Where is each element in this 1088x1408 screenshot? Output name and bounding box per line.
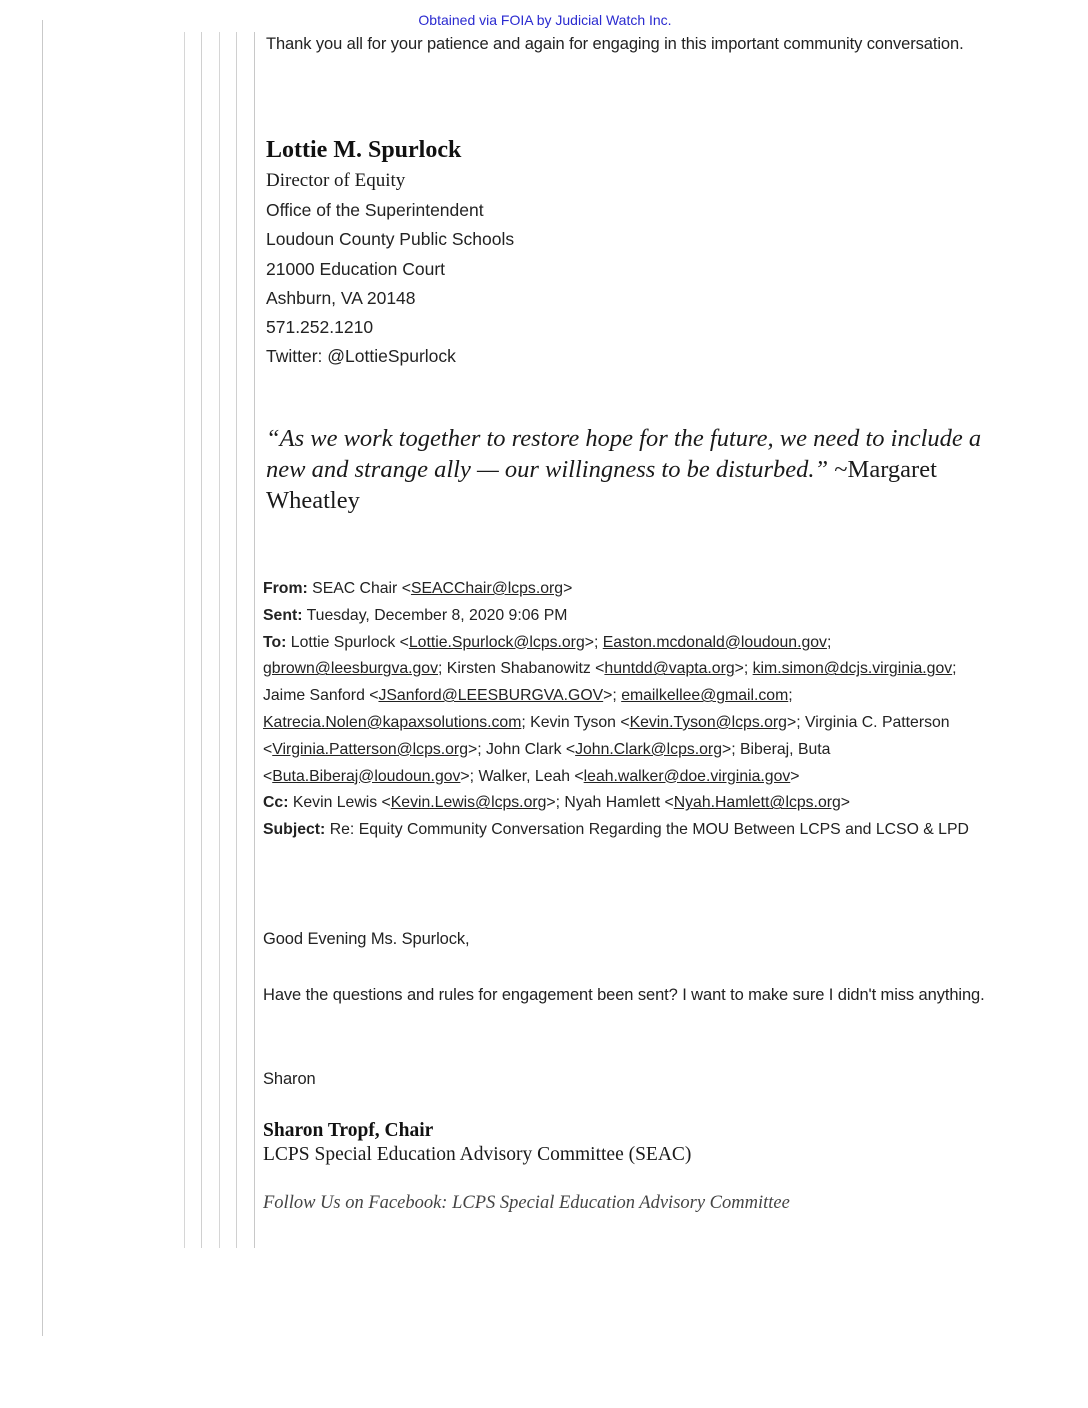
recipient-name: Lottie Spurlock < <box>286 633 409 651</box>
sender-organization: LCPS Special Education Advisory Committee (SEAC) <box>263 1144 692 1165</box>
recipient-separator: >; <box>603 687 622 705</box>
recipient-name: Kevin Tyson < <box>530 713 630 731</box>
recipient-name: Nyah Hamlett < <box>564 794 674 812</box>
to-row <box>263 630 1003 791</box>
signature-details <box>266 196 514 372</box>
recipient-email-link[interactable]: John.Clark@lcps.org <box>575 740 722 758</box>
recipient-name: Kevin Lewis < <box>288 794 391 812</box>
recipient-email-link[interactable]: leah.walker@doe.virginia.gov <box>583 767 791 785</box>
recipient-email-link[interactable]: Kevin.Lewis@lcps.org <box>390 794 547 812</box>
recipient-separator: >; <box>786 713 805 731</box>
email-headers <box>263 576 1003 844</box>
from-row <box>263 576 1003 603</box>
recipient-separator: > <box>840 794 851 812</box>
recipient-separator: ; <box>826 633 832 651</box>
signature-phone: 571.252.1210 <box>266 317 374 338</box>
recipient-separator: ; <box>438 660 447 678</box>
signature-street: 21000 Education Court <box>266 258 446 279</box>
recipient-separator: ; <box>521 713 531 731</box>
sender-name: Sharon Tropf, Chair <box>263 1120 434 1141</box>
quote-bar-line <box>236 32 237 1248</box>
recipient-name: John Clark < <box>486 740 576 758</box>
page-margin-line <box>42 20 43 1336</box>
recipient-email-link[interactable]: emailkellee@gmail.com <box>621 687 789 705</box>
quote-bar-line <box>254 32 255 1248</box>
from-label: From: <box>263 580 308 597</box>
signature-organization: Loudoun County Public Schools <box>266 229 515 250</box>
quote-bar-line <box>184 32 185 1248</box>
to-recipients <box>263 634 957 785</box>
cc-label: Cc: <box>263 794 289 812</box>
recipient-separator: >; <box>721 740 740 758</box>
message-signoff: Sharon <box>263 1070 316 1088</box>
recipient-name: Walker, Leah < <box>478 767 584 785</box>
recipient-name: Jaime Sanford < <box>263 687 379 705</box>
recipient-email-link[interactable]: Easton.mcdonald@loudoun.gov <box>602 633 827 651</box>
signature-quote <box>266 423 996 516</box>
recipient-email-link[interactable]: gbrown@leesburgva.gov <box>263 660 438 678</box>
recipient-separator: >; <box>734 660 753 678</box>
signature-twitter: Twitter: @LottieSpurlock <box>266 346 456 367</box>
signature-title: Director of Equity <box>266 170 406 191</box>
recipient-email-link[interactable]: Kevin.Tyson@lcps.org <box>629 713 787 731</box>
recipient-separator: > <box>790 767 800 785</box>
recipient-separator: >; <box>460 767 479 785</box>
to-label: To: <box>263 633 287 651</box>
foia-watermark <box>0 12 1088 28</box>
recipient-separator: >; <box>467 740 486 758</box>
message-body: Have the questions and rules for engagement been sent? I want to make sure I didn't miss anything. <box>263 986 985 1004</box>
recipient-email-link[interactable]: kim.simon@dcjs.virginia.gov <box>752 660 953 678</box>
signature-city: Ashburn, VA 20148 <box>266 287 416 308</box>
sent-value: Tuesday, December 8, 2020 9:06 PM <box>302 606 568 624</box>
quote-attribution: ~Margaret Wheatley <box>266 456 937 514</box>
subject-row <box>263 817 1003 844</box>
recipient-email-link[interactable]: Nyah.Hamlett@lcps.org <box>673 794 841 812</box>
signature-office: Office of the Superintendent <box>266 200 484 220</box>
signature-name: Lottie M. Spurlock <box>266 137 462 163</box>
recipient-email-link[interactable]: JSanford@LEESBURGVA.GOV <box>378 687 604 705</box>
cc-recipients <box>288 794 850 811</box>
recipient-email-link[interactable]: Virginia.Patterson@lcps.org <box>272 740 468 758</box>
quote-bar-line <box>201 32 202 1248</box>
facebook-link-text: Follow Us on Facebook: LCPS Special Education Advisory Committee <box>263 1193 790 1213</box>
recipient-separator: ; <box>788 687 793 705</box>
sent-label: Sent: <box>263 606 303 624</box>
quote-bar-line <box>219 32 220 1248</box>
recipient-email-link[interactable]: Buta.Biberaj@loudoun.gov <box>272 767 461 785</box>
intro-paragraph: Thank you all for your patience and again for engaging in this important community conversation. <box>266 35 964 53</box>
from-close: > <box>563 580 573 597</box>
from-name: SEAC Chair < <box>307 580 411 597</box>
quote-text: “As we work together to restore hope for the future, we need to include a new and strange ally — our willingness to be disturbed.” <box>266 425 982 483</box>
message-greeting: Good Evening Ms. Spurlock, <box>263 930 470 948</box>
sent-row <box>263 603 1003 630</box>
recipient-name: Virginia C. Patterson < <box>263 713 950 758</box>
cc-row <box>263 790 1003 817</box>
recipient-name: Kirsten Shabanowitz < <box>446 660 605 678</box>
recipient-email-link[interactable]: Katrecia.Nolen@kapaxsolutions.com <box>263 713 522 731</box>
subject-label: Subject: <box>263 821 326 839</box>
recipient-separator: ; <box>952 660 957 678</box>
subject-value: Re: Equity Community Conversation Regarding the MOU Between LCPS and LCSO & LPD <box>325 821 969 839</box>
recipient-separator: >; <box>584 633 603 651</box>
recipient-name: Biberaj, Buta < <box>263 740 831 785</box>
recipient-email-link[interactable]: Lottie.Spurlock@lcps.org <box>408 633 585 651</box>
watermark-text: Obtained via FOIA by Judicial Watch Inc. <box>418 12 672 28</box>
recipient-separator: >; <box>546 794 565 812</box>
recipient-email-link[interactable]: huntdd@vapta.org <box>604 660 735 678</box>
from-email-link[interactable]: SEACChair@lcps.org <box>410 580 564 597</box>
